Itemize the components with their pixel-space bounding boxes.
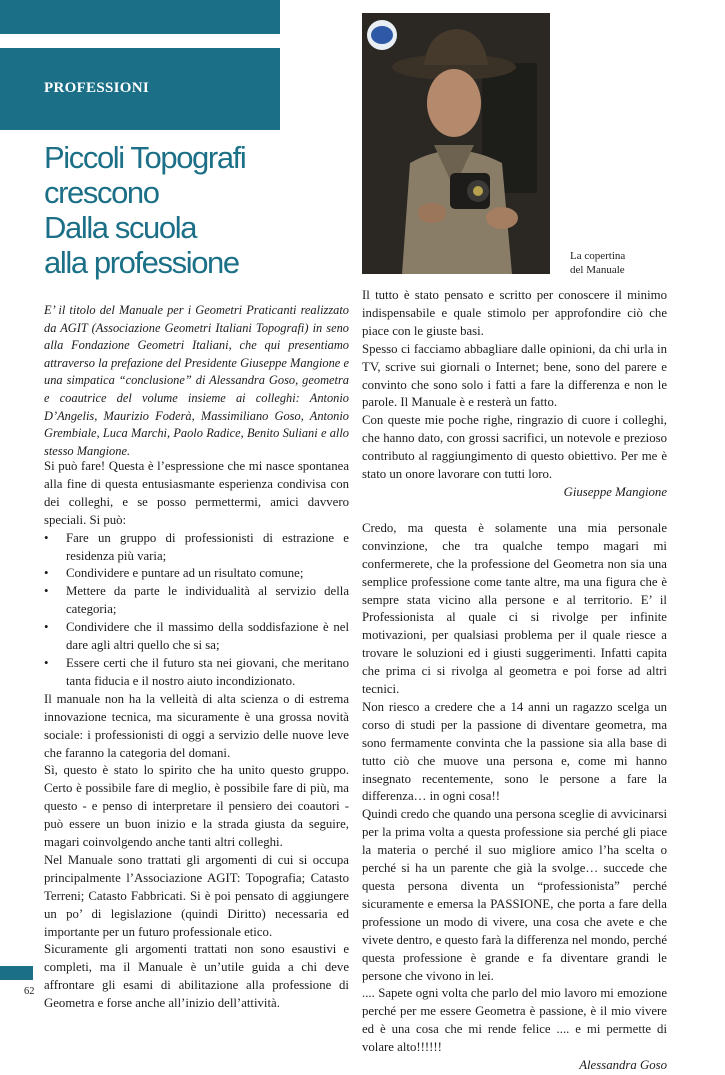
paragraph: Credo, ma questa è solamente una mia personale convinzione, che tra qualche tempo magari mi confermerete, che la professione del Geometra non sia una semplice professione come tante altre, ma una figura che è sempre stata vicino alla persone e al territorio. E’ il Professionista al quale ci si rivolge per infinite motivazioni, per qualsiasi problema per il quale riesce a trovare le soluzioni ed i giusti suggerimenti. Infatti capita che prima ci si rivolga al geometra e poi forse ad altri tecnici. bbox=[362, 520, 667, 697]
paragraph: Il tutto è stato pensato e scritto per conoscere il minimo indispensabile e quale stimolo per approfondire ciò che piace con le giuste basi. bbox=[362, 288, 667, 338]
title-line: Piccoli Topografi bbox=[44, 140, 246, 175]
cover-illustration bbox=[362, 13, 550, 274]
manual-cover-photo bbox=[362, 13, 550, 274]
paragraph: Si può fare! Questa è l’espressione che mi nasce spontanea alla fine di questa entusiasmante esperienza condivisa con dei colleghi, e se posso permettermi, amici davvero speciali. Si può: bbox=[44, 459, 349, 527]
paragraph: Quindi credo che quando una persona sceglie di avvicinarsi per la prima volta a questa professione sia perché gli piace la materia o perché il suo migliore amico l’ha scelta o perché si ha un parente che già la svolge… succede che questa persona diventa un “professionista” perché sicuramente e emersa la PASSIONE, che porta a fare della professione un modo di vivere, una cosa che avete e che vivete dentro, e questo farà la differenza nel mondo, perché questa professione è grande e fa diventare grandi le persone che vivono in lei. bbox=[362, 807, 667, 983]
paragraph: Con queste mie poche righe, ringrazio di cuore i colleghi, che hanno dato, con grossi sacrifici, un notevole e prezioso contributo al raggiungimento di questo obiettivo. Per me è stato un onore lavorare con tutti loro. bbox=[362, 413, 667, 482]
section-label: PROFESSIONI bbox=[44, 80, 149, 96]
title-line: alla professione bbox=[44, 245, 239, 280]
paragraph: Sì, questo è stato lo spirito che ha unito questo gruppo. Certo è possibile fare di meglio, è possibile fare di più, ma questo - e penso di interpretare il pensiero dei coautori - può essere un buon inizio e la strada giusta da seguire, magari coinvolgendo anche tanti altri colleghi. bbox=[44, 763, 349, 850]
list-item: • Essere certi che il futuro sta nei giovani, che meritano tanta fiducia e il nostro aiuto incondizionato. bbox=[44, 655, 349, 691]
author-signature: Alessandra Goso bbox=[579, 1058, 667, 1073]
paragraph: Spesso ci facciamo abbagliare dalle opinioni, da chi urla in TV, scrive sui giornali o Internet; bene, sono del parere e convinto che sono solo i fatti a fare la differenza e non le parole. Il Manuale è e resterà un fatto. bbox=[362, 341, 667, 410]
list-item: • Condividere che il massimo della soddisfazione è nel dare agli altri quello che si sa; bbox=[44, 619, 349, 655]
article-title bbox=[44, 140, 344, 280]
list-item: • Fare un gruppo di professionisti di estrazione e residenza più varia; bbox=[44, 530, 349, 566]
article-intro: E’ il titolo del Manuale per i Geometri Praticanti realizzato da AGIT (Associazione Geometri Italiani Topografi) in seno alla Fondazione Geometri Italiani, che qui presentiamo attraverso la prefazione del Presidente Giuseppe Mangione e una simpatica “conclusione” di Alessandra Goso, geometra e coautrice del volume insieme ai colleghi: Antonio D’Angelis, Maurizio Foderà, Massimiliano Goso, Antonio Grembiale, Luca Marchi, Paolo Radice, Benito Suliani e allo stesso Mangione. bbox=[44, 303, 349, 458]
bullet-list bbox=[44, 530, 349, 691]
left-column bbox=[44, 458, 349, 1013]
list-item: • Condividere e puntare ad un risultato comune; bbox=[44, 565, 349, 583]
paragraph: Non riesco a credere che a 14 anni un ragazzo scelga un corso di studi per la passione di diventare geometra, ma sono fermamente convinta che la passione sia alla base di tutto ciò che muove una persona e, come mi hanno insegnato recentemente, sono le persone a fare la differenza… in ogni cosa!! bbox=[362, 699, 667, 804]
photo-caption bbox=[570, 249, 670, 277]
paragraph: Nel Manuale sono trattati gli argomenti di cui si occupa principalmente l’Associazione AGIT: Topografia; Catasto Terreni; Catasto Fabbricati. Si è poi pensato di aggiungere un po’ di legislazione (quindi Diritto) necessaria ed importante per un futuro professionale etico. bbox=[44, 852, 349, 939]
author-signature: Giuseppe Mangione bbox=[563, 484, 667, 499]
title-line: crescono bbox=[44, 175, 159, 210]
right-column bbox=[362, 287, 667, 1075]
spacer bbox=[362, 502, 667, 520]
footer-accent-bar bbox=[0, 966, 33, 980]
paragraph: Sicuramente gli argomenti trattati non sono esaustivi e completi, ma il Manuale è un’utile guida a chi deve affrontare gli esami di abilitazione alla professione di Geometra e forse anche all’inizio dell’attività. bbox=[44, 942, 349, 1011]
paragraph: Il manuale non ha la velleità di alta scienza o di estrema innovazione tecnica, ma sicuramente è una grossa novità sociale: i professionisti di oggi a servizio delle nuove leve che faranno la categoria del domani. bbox=[44, 691, 349, 760]
paragraph: .... Sapete ogni volta che parlo del mio lavoro mi emozione perché per me essere Geometra è passione, è il mio vivere ed è una cosa che mi rende felice .... e mi permette di volare alto!!!!!! bbox=[362, 986, 667, 1055]
header-accent-bar bbox=[0, 0, 280, 34]
page-number: 62 bbox=[24, 986, 35, 997]
title-line: Dalla scuola bbox=[44, 210, 197, 245]
list-item: • Mettere da parte le individualità al servizio della categoria; bbox=[44, 583, 349, 619]
caption-line: La copertina bbox=[570, 250, 626, 262]
caption-line: del Manuale bbox=[570, 264, 625, 276]
